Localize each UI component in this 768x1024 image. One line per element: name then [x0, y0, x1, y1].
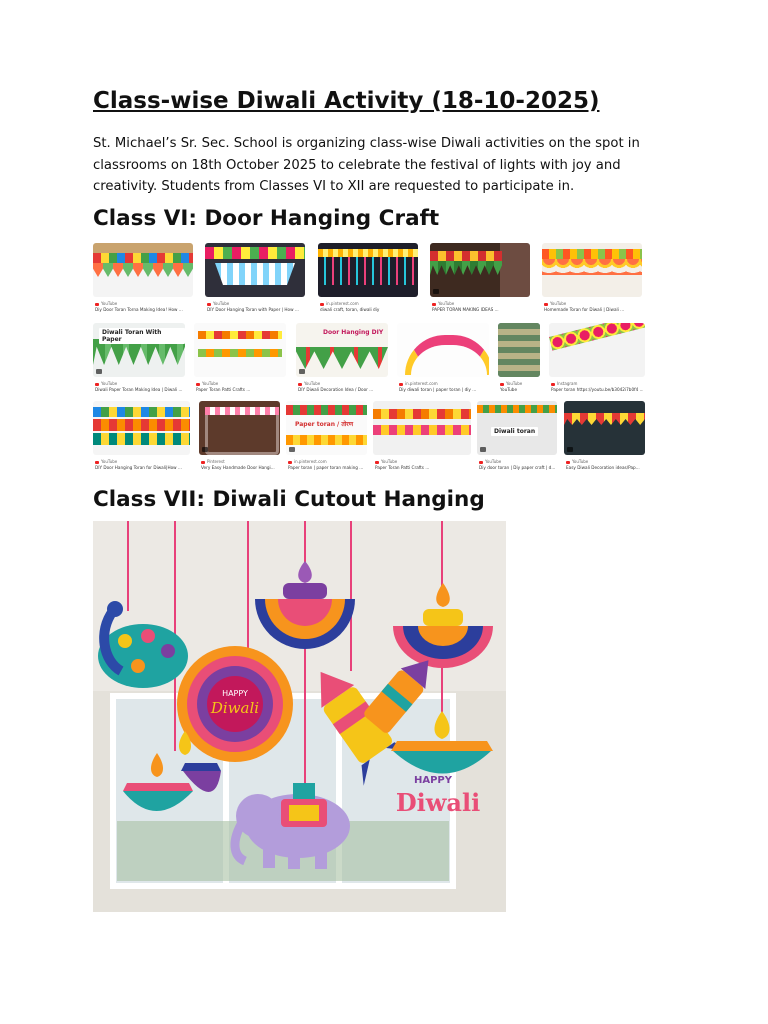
thumbnail-caption: Paper Toran Patti Crafts ... [196, 387, 251, 392]
thumbnail-caption: Very Easy Handmade Door Hangi... [201, 465, 275, 470]
thumbnail-image [199, 401, 280, 455]
thumbnail-caption: Diy door toran | Diy paper craft | d... [479, 465, 556, 470]
thumbnail[interactable] [564, 401, 645, 473]
thumbnail-caption: Easy Diwali Decoration ideas/Pap... [566, 465, 640, 470]
thumbnail-caption: YouTube [500, 387, 518, 392]
thumbnail-source: YouTube [500, 381, 522, 386]
mandala-diwali-text: Diwali [210, 699, 260, 717]
play-icon [289, 447, 295, 452]
thumbnail-image [194, 323, 286, 377]
thumbnail-source: YouTube [207, 301, 229, 306]
section-heading-class-vi: Class VI: Door Hanging Craft [93, 206, 440, 231]
thumbnail-source: Instagram [551, 381, 577, 386]
section-heading-class-vii: Class VII: Diwali Cutout Hanging [93, 487, 485, 512]
play-icon [96, 369, 102, 374]
thumbnail-source: in.pinterest.com [320, 301, 359, 306]
thumbnail-caption: Paper toran | paper toran making ... [288, 465, 364, 470]
intro-paragraph: St. Michael’s Sr. Sec. School is organizing class-wise Diwali activities on the spot in classrooms on 18th October 2025 to celebrate the festival of lights with joy and creativity. Students from Classes VI to XII are requested to participate in. [93, 136, 640, 194]
diwali-cutouts-illustration [93, 521, 506, 912]
thumbnail-source: YouTube [95, 301, 117, 306]
thumbnail-image [93, 243, 193, 297]
thumbnail[interactable] [93, 243, 193, 315]
thumbnail-source: YouTube [95, 459, 117, 464]
thumbnail-source: Pinterest [201, 459, 225, 464]
thumbnail[interactable] [194, 323, 286, 395]
play-icon [433, 289, 439, 294]
thumbnail[interactable] [199, 401, 280, 473]
thumbnail-caption: DIY Door Hanging Toran for Diwali|How ... [95, 465, 182, 470]
thumbnail-caption: Diwali Paper Toran Making Idea | Diwali ... [95, 387, 183, 392]
play-icon [299, 369, 305, 374]
thumbnail-image [542, 243, 642, 297]
play-icon [202, 447, 208, 452]
thumbnail-image [205, 243, 305, 297]
thumbnail-source: YouTube [432, 301, 454, 306]
thumbnail-source: in.pinterest.com [399, 381, 438, 386]
thumbnail-source: YouTube [375, 459, 397, 464]
thumbnail[interactable] [318, 243, 418, 315]
thumbnail-overlay-label: Paper toran / तोरण [295, 421, 354, 428]
thumbnail-source: YouTube [95, 381, 117, 386]
thumbnail-image [564, 401, 645, 455]
thumbnail-caption: PAPER TORAN MAKING IDEAS ... [432, 307, 499, 312]
page-title: Class-wise Diwali Activity (18-10-2025) [93, 88, 600, 114]
play-icon [567, 447, 573, 452]
thumbnail-caption: Homemade Toran for Diwali | Diwali ... [544, 307, 625, 312]
diya-diwali-text: Diwali [395, 788, 481, 817]
thumbnail-image [93, 401, 190, 455]
thumbnail-caption: Paper Toran Patti Crafts ... [375, 465, 430, 470]
thumbnail-caption: Diy Door Toran Torna Making Idea! How ... [95, 307, 183, 312]
thumbnail-source: YouTube [479, 459, 501, 464]
thumbnail[interactable] [498, 323, 540, 395]
thumbnail-image [430, 243, 530, 297]
thumbnail[interactable] [286, 401, 367, 473]
thumbnail-caption: DIY Door Hanging Toran with Paper | How ... [207, 307, 299, 312]
thumbnail-caption: Diy diwali toran | paper toran | diy ... [399, 387, 477, 392]
thumbnail[interactable] [397, 323, 489, 395]
thumbnail-image [373, 401, 471, 455]
thumbnail[interactable] [93, 323, 185, 395]
mandala-happy-text: HAPPY [222, 689, 248, 698]
diwali-cutout-hanging-image [93, 521, 506, 912]
thumbnail[interactable] [373, 401, 471, 473]
thumbnail[interactable] [296, 323, 388, 395]
thumbnail-caption: diwali craft, toran, diwali diy [320, 307, 380, 312]
thumbnail-image [296, 323, 388, 377]
thumbnail[interactable] [430, 243, 530, 315]
diya-happy-text: HAPPY [413, 775, 453, 786]
door-hanging-image-grid [93, 243, 648, 473]
happy-diwali-mandala [177, 646, 293, 762]
thumbnail-source: YouTube [298, 381, 320, 386]
thumbnail[interactable] [477, 401, 557, 473]
play-icon [480, 447, 486, 452]
thumbnail-overlay-label: Diwali toran [491, 427, 538, 436]
thumbnail-source: YouTube [566, 459, 588, 464]
thumbnail[interactable] [93, 401, 190, 473]
thumbnail-image [286, 401, 367, 455]
thumbnail-source: YouTube [196, 381, 218, 386]
thumbnail-image [549, 323, 645, 377]
thumbnail-source: YouTube [544, 301, 566, 306]
thumbnail-image [93, 323, 185, 377]
thumbnail-image [498, 323, 540, 377]
thumbnail[interactable] [542, 243, 642, 315]
thumbnail[interactable] [549, 323, 645, 395]
thumbnail-overlay-label: Door Hanging DIY [323, 329, 384, 336]
thumbnail-source: in.pinterest.com [288, 459, 327, 464]
thumbnail-overlay-label: Diwali Toran With Paper [99, 328, 185, 344]
thumbnail-image [477, 401, 557, 455]
thumbnail-caption: Paper toran https://youtu.be/b3042i7b0f4 ... [551, 387, 644, 392]
thumbnail-image [318, 243, 418, 297]
thumbnail-caption: DIY Diwali Decoration Idea / Door ... [298, 387, 374, 392]
thumbnail[interactable] [205, 243, 305, 315]
thumbnail-image [397, 323, 489, 377]
